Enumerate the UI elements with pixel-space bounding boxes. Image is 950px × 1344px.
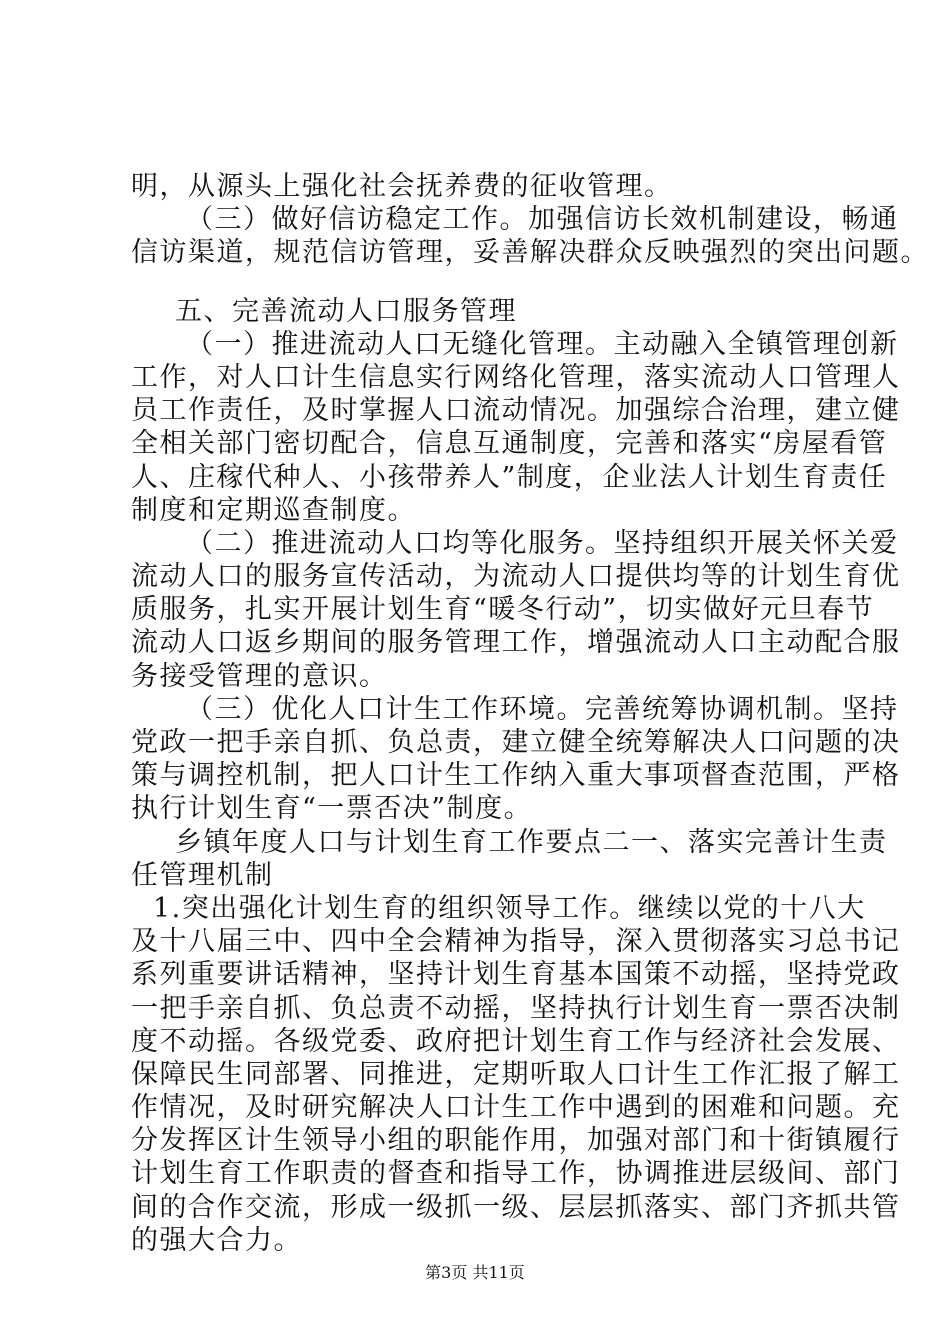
- text-line: 信访渠道，规范信访管理，妥善解决群众反映强烈的突出问题。: [131, 237, 929, 269]
- text-line: 乡镇年度人口与计划生育工作要点二一、落实完善计生责: [175, 826, 888, 858]
- text-line: 任管理机制: [131, 859, 274, 891]
- text-line: 保障民生同部署、同推进，定期听取人口计生工作汇报了解工: [131, 1058, 901, 1090]
- text-line: 度不动摇。各级党委、政府把计划生育工作与经济社会发展、: [131, 1025, 901, 1057]
- text-line: （二）推进流动人口均等化服务。坚持组织开展关怀关爱: [186, 527, 899, 559]
- paragraph-gap: [131, 270, 841, 295]
- text-line: 明，从源头上强化社会抚养费的征收管理。: [131, 171, 673, 202]
- text-line: 一把手亲自抓、负总责不动摇，坚持执行计划生育一票否决制: [131, 992, 901, 1024]
- text-line: 策与调控机制，把人口计生工作纳入重大事项督查范围，严格: [131, 760, 901, 792]
- text-line: 1.突出强化计划生育的组织领导工作。继续以党的十八大: [153, 892, 866, 924]
- text-line: 流动人口的服务宣传活动，为流动人口提供均等的计划生育优: [131, 561, 901, 593]
- text-line: 分发挥区计生领导小组的职能作用，加强对部门和十街镇履行: [131, 1125, 901, 1157]
- page-number-footer: 第3页 共11页: [425, 1263, 525, 1282]
- text-line: 作情况，及时研究解决人口计生工作中遇到的困难和问题。充: [131, 1092, 901, 1124]
- text-line: 全相关部门密切配合，信息互通制度，完善和落实“房屋看管: [131, 428, 888, 460]
- text-line: 流动人口返乡期间的服务管理工作，增强流动人口主动配合服: [131, 627, 901, 659]
- text-line: 系列重要讲话精神，坚持计划生育基本国策不动摇，坚持党政: [131, 959, 901, 991]
- text-line: 工作，对人口计生信息实行网络化管理，落实流动人口管理人: [131, 361, 901, 393]
- text-line: 党政一把手亲自抓、负总责，建立健全统筹解决人口问题的决: [131, 727, 901, 758]
- text-line: 的强大合力。: [131, 1224, 302, 1256]
- text-line: 间的合作交流，形成一级抓一级、层层抓落实、部门齐抓共管: [131, 1191, 901, 1223]
- section-heading: 五、完善流动人口服务管理: [175, 295, 517, 327]
- text-line: 及十八届三中、四中全会精神为指导，深入贯彻落实习总书记: [131, 926, 901, 958]
- text-line: 执行计划生育“一票否决”制度。: [131, 793, 533, 825]
- text-line: 制度和定期巡查制度。: [131, 494, 416, 526]
- document-body: [131, 170, 929, 1257]
- text-line: （一）推进流动人口无缝化管理。主动融入全镇管理创新: [186, 328, 899, 360]
- text-line: （三）做好信访稳定工作。加强信访长效机制建设，畅通: [186, 204, 899, 236]
- text-line: （三）优化人口计生工作环境。完善统筹协调机制。坚持: [186, 693, 899, 725]
- text-line: 人、庄稼代种人、小孩带养人”制度，企业法人计划生育责任: [131, 461, 888, 493]
- text-line: 质服务，扎实开展计划生育“暖冬行动”，切实做好元旦春节: [131, 594, 875, 626]
- text-line: 计划生育工作职责的督查和指导工作，协调推进层级间、部门: [131, 1158, 901, 1190]
- text-line: 务接受管理的意识。: [131, 660, 388, 692]
- text-line: 员工作责任，及时掌握人口流动情况。加强综合治理，建立健: [131, 395, 901, 427]
